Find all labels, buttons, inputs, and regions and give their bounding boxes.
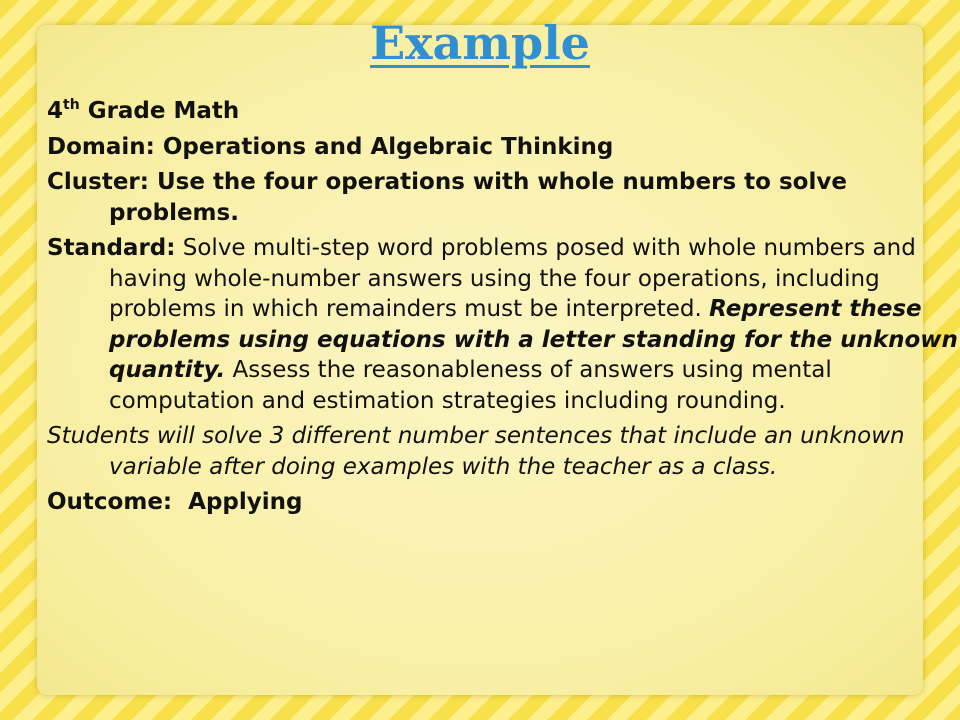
grade-line bbox=[47, 96, 959, 127]
outcome-value: Applying bbox=[188, 489, 303, 515]
standard-emphasis: Represent these problems using equations with a letter standing for the unknown quantity. bbox=[109, 296, 958, 383]
objective-paragraph: Students will solve 3 different number sentences that include an unknown variable after doing examples with the teacher as a class. bbox=[47, 423, 905, 480]
grade-number: 4 bbox=[47, 98, 64, 124]
standard-label: Standard: bbox=[47, 235, 176, 261]
grade-rest: Grade Math bbox=[79, 98, 240, 124]
domain-line: Domain: Operations and Algebraic Thinking bbox=[47, 133, 614, 160]
slide-title: Example bbox=[370, 16, 590, 70]
outcome-line bbox=[47, 487, 959, 518]
cluster-line: Cluster: Use the four operations with whole numbers to solve problems. bbox=[47, 169, 847, 226]
standard-text-after: Assess the reasonableness of answers using mental computation and estimation strategies including rounding. bbox=[109, 357, 832, 414]
grade-suffix: th bbox=[63, 97, 80, 113]
slide-body bbox=[47, 96, 959, 523]
standard-text-before: Solve multi-step word problems posed with whole numbers and having whole-number answers using the four operations, including problems in which remainders must be interpreted. bbox=[109, 235, 916, 322]
outcome-label: Outcome: bbox=[47, 489, 173, 515]
standard-paragraph bbox=[47, 233, 959, 416]
